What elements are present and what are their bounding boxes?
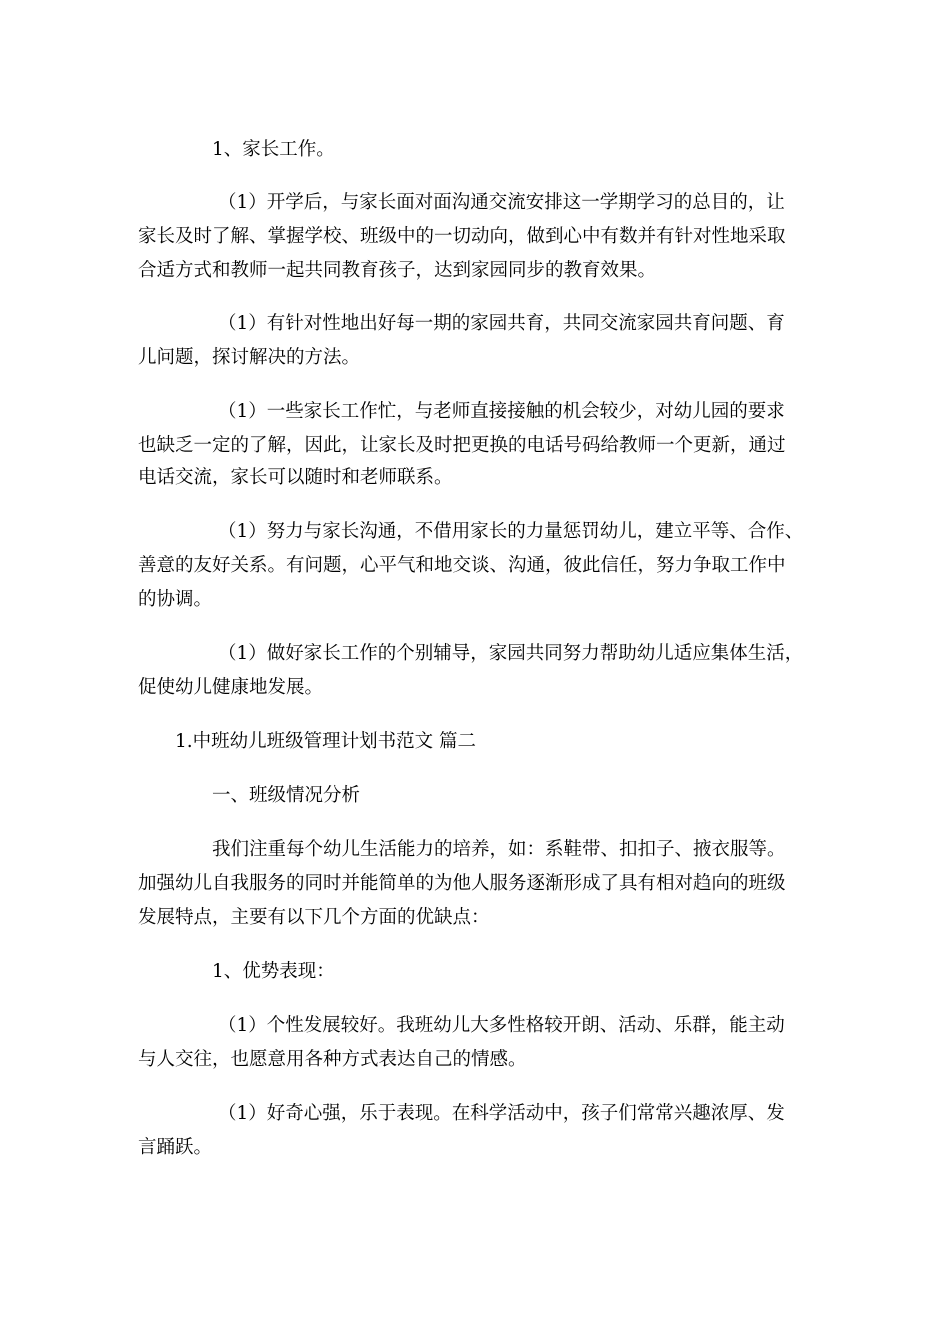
paragraph-line: 加强幼儿自我服务的同时并能简单的为他人服务逐渐形成了具有相对趋向的班级: [138, 873, 786, 894]
paragraph-line: 我们注重每个幼儿生活能力的培养，如：系鞋带、扣扣子、掖衣服等。: [212, 839, 786, 860]
paragraph-line: 善意的友好关系。有问题，心平气和地交谈、沟通，彼此信任，努力争取工作中: [138, 555, 786, 576]
paragraph-line: 促使幼儿健康地发展。: [138, 677, 324, 698]
paragraph-line: 与人交往，也愿意用各种方式表达自己的情感。: [138, 1049, 527, 1070]
paragraph-line: 家长及时了解、掌握学校、班级中的一切动向，做到心中有数并有针对性地采取: [138, 226, 786, 247]
paragraph-line: 的协调。: [138, 589, 213, 610]
section-heading: 一、班级情况分析: [212, 785, 361, 806]
paragraph-line: （1）开学后，与家长面对面沟通交流安排这一学期学习的总目的，让: [218, 192, 785, 213]
paragraph-line: （1）做好家长工作的个别辅导，家园共同努力帮助幼儿适应集体生活，: [218, 643, 804, 664]
paragraph-line: 电话交流，家长可以随时和老师联系。: [138, 467, 453, 488]
paragraph-line: （1）努力与家长沟通，不借用家长的力量惩罚幼儿，建立平等、合作、: [218, 521, 804, 542]
paragraph-line: 合适方式和教师一起共同教育孩子，达到家园同步的教育效果。: [138, 260, 657, 281]
paragraph-line: 发展特点，主要有以下几个方面的优缺点：: [138, 907, 490, 928]
paragraph-line: 言踊跃。: [138, 1137, 213, 1158]
article-title: 1.中班幼儿班级管理计划书范文 篇二: [175, 731, 477, 752]
paragraph-line: 儿问题，探讨解决的方法。: [138, 347, 361, 368]
paragraph-line: （1）一些家长工作忙，与老师直接接触的机会较少，对幼儿园的要求: [218, 401, 785, 422]
section-heading: 1、优势表现：: [212, 961, 335, 982]
paragraph-line: （1）好奇心强，乐于表现。在科学活动中，孩子们常常兴趣浓厚、发: [218, 1103, 785, 1124]
paragraph-line: （1）个性发展较好。我班幼儿大多性格较开朗、活动、乐群，能主动: [218, 1015, 785, 1036]
paragraph-line: （1）有针对性地出好每一期的家园共育，共同交流家园共育问题、育: [218, 313, 785, 334]
section-heading: 1、家长工作。: [212, 139, 335, 160]
paragraph-line: 也缺乏一定的了解，因此，让家长及时把更换的电话号码给教师一个更新，通过: [138, 435, 786, 456]
